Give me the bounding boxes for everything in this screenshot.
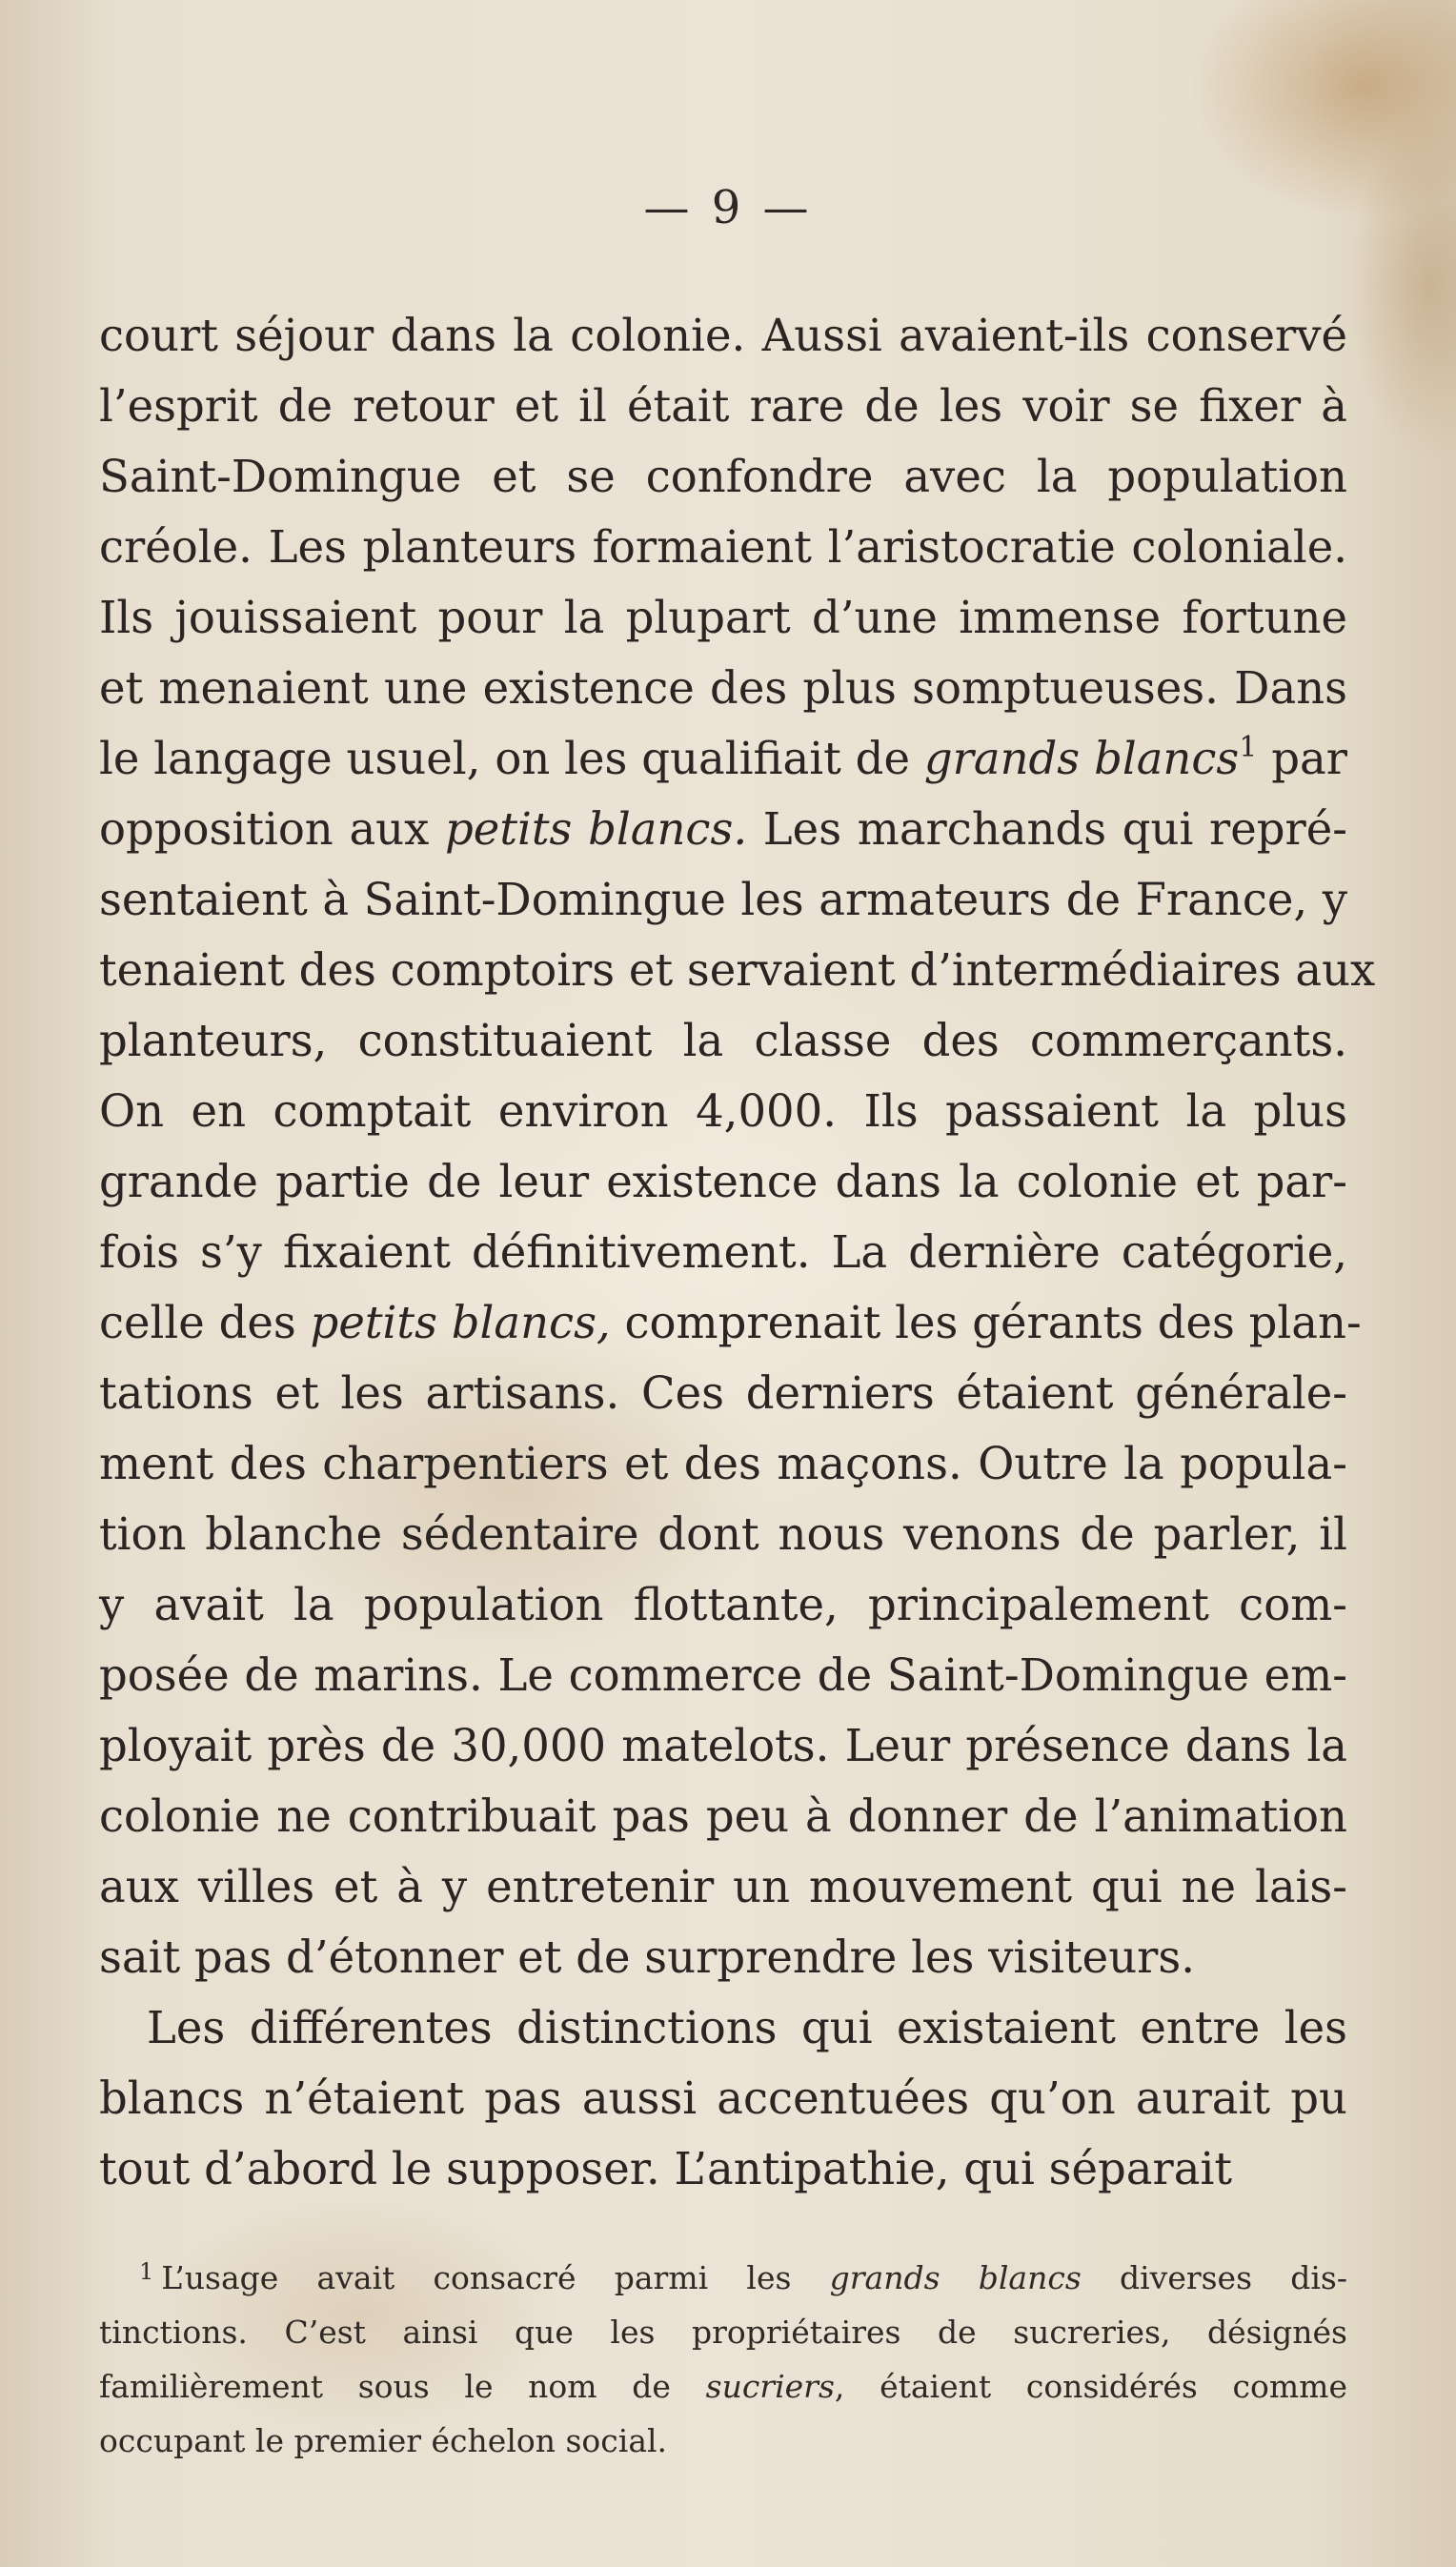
line-text: Les différentes distinctions qui existaient entre les [147, 2002, 1347, 2053]
italic-term: petits blancs, [310, 1297, 611, 1348]
footnote-text: L’usage avait consacré parmi les [161, 2259, 830, 2296]
line-text: comprenait les gérants des plan- [610, 1297, 1362, 1348]
line-text: le langage usuel, on les qualifiait de [99, 733, 924, 784]
line-text: celle des [99, 1297, 311, 1348]
line-text: l’esprit de retour et il était rare de les voir se fixer à [99, 380, 1347, 432]
footnote-marker: 1 [139, 2258, 154, 2285]
line-text: y avait la population flottante, principalement com- [99, 1579, 1347, 1630]
body-text [99, 300, 1376, 2204]
text-line [99, 1358, 1347, 1428]
line-text: Ils jouissaient pour la plupart d’une immense fortune [99, 592, 1347, 643]
text-line [99, 935, 1376, 1005]
line-text: tout d’abord le supposer. L’antipathie, qui séparait [99, 2143, 1233, 2194]
text-line [99, 1428, 1347, 1499]
footnote-line [99, 2414, 1347, 2468]
line-text: Les marchands qui repré- [747, 803, 1348, 855]
line-text: opposition aux [99, 803, 446, 855]
text-line [99, 1851, 1347, 1922]
line-text: tations et les artisans. Ces derniers étaient générale- [99, 1367, 1347, 1419]
footnote-italic-text: grands blancs [829, 2259, 1082, 2296]
text-line [99, 512, 1347, 582]
text-line [99, 582, 1347, 653]
line-text: posée de marins. Le commerce de Saint-Domingue em- [99, 1649, 1347, 1701]
line-text: ployait près de 30,000 matelots. Leur présence dans la [99, 1720, 1347, 1771]
line-text: planteurs, constituaient la classe des commerçants. [99, 1015, 1347, 1066]
line-text: court séjour dans la colonie. Aussi avaient-ils conservé [99, 310, 1347, 361]
text-line [99, 1640, 1347, 1710]
text-line [99, 1217, 1347, 1287]
text-line [99, 1781, 1347, 1851]
text-line [99, 1992, 1347, 2063]
footnote-line [99, 2359, 1347, 2414]
text-line [99, 1005, 1347, 1076]
text-line [99, 653, 1347, 723]
text-line [99, 1287, 1362, 1358]
line-text: aux villes et à y entretenir un mouvement qui ne lais- [99, 1861, 1347, 1912]
line-text: fois s’y fixaient définitivement. La dernière catégorie, [99, 1226, 1347, 1278]
footnote-text: occupant le premier échelon social. [99, 2422, 668, 2459]
text-line [99, 1569, 1347, 1640]
line-text: colonie ne contribuait pas peu à donner de l’animation [99, 1790, 1347, 1842]
text-line [99, 2133, 1347, 2204]
text-line [99, 300, 1347, 371]
line-text: sait pas d’étonner et de surprendre les visiteurs. [99, 1931, 1196, 1983]
text-line [99, 794, 1347, 864]
page-number: — 9 — [643, 181, 813, 234]
text-line [99, 864, 1347, 935]
line-text: et menaient une existence des plus somptueuses. Dans [99, 662, 1347, 714]
line-text: ment des charpentiers et des maçons. Outre la popula- [99, 1438, 1347, 1489]
italic-term: grands blancs [923, 733, 1240, 784]
text-line [99, 1710, 1347, 1781]
text-line [99, 1922, 1347, 1992]
italic-term: petits blancs. [445, 803, 748, 855]
line-text: tenaient des comptoirs et servaient d’intermédiaires aux [99, 944, 1376, 996]
footnote-italic-text: sucriers [705, 2368, 835, 2405]
line-text: sentaient à Saint-Domingue les armateurs de France, y [99, 874, 1347, 925]
line-text: par [1257, 733, 1347, 784]
text-line [99, 723, 1347, 794]
text-line [99, 2063, 1347, 2133]
footnote-text: familièrement sous le nom de [99, 2368, 706, 2405]
line-text: On en comptait environ 4,000. Ils passaient la plus [99, 1085, 1347, 1137]
text-line [99, 1499, 1347, 1569]
footnote-line [99, 2251, 1347, 2305]
text-line [99, 441, 1347, 512]
footnote-line [99, 2305, 1347, 2359]
line-text: créole. Les planteurs formaient l’aristocratie coloniale. [99, 521, 1347, 573]
footnote-text: , étaient considérés comme [834, 2368, 1347, 2405]
line-text: blancs n’étaient pas aussi accentuées qu’on aurait pu [99, 2072, 1347, 2124]
text-line [99, 1076, 1347, 1146]
footnote-text: tinctions. C’est ainsi que les propriétaires de sucreries, désignés [99, 2314, 1347, 2351]
footnote-reference: 1 [1239, 731, 1258, 764]
text-line [99, 371, 1347, 441]
line-text: tion blanche sédentaire dont nous venons de parler, il [99, 1508, 1347, 1560]
line-text: grande partie de leur existence dans la colonie et par- [99, 1156, 1347, 1207]
footnote-text: diverses dis- [1081, 2259, 1348, 2296]
footnote [99, 2251, 1347, 2468]
line-text: Saint-Domingue et se confondre avec la population [99, 451, 1347, 502]
text-line [99, 1146, 1347, 1217]
